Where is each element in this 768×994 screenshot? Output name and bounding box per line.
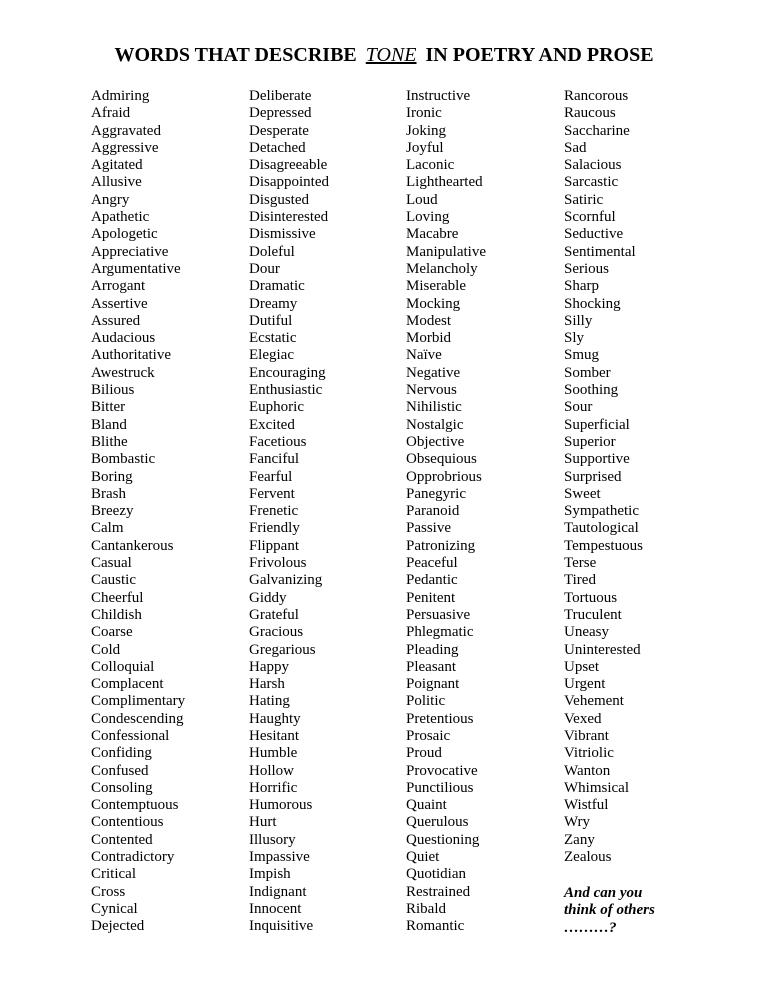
list-item: Melancholy [406,260,478,277]
list-item: Nervous [406,382,457,399]
list-item: Contentious [91,814,164,831]
list-item: Frivolous [249,555,307,572]
list-item: Morbid [406,330,451,347]
list-item: Bland [91,416,127,433]
list-item: Sentimental [564,243,636,260]
list-item: Doleful [249,243,295,260]
list-item: Brash [91,485,126,502]
list-item: Macabre [406,226,459,243]
list-item: Authoritative [91,347,171,364]
list-item: Desperate [249,122,309,139]
list-item: Boring [91,468,133,485]
list-item: Poignant [406,676,460,693]
list-item: Tired [564,572,596,589]
list-item: Ecstatic [249,330,297,347]
list-item: Allusive [91,174,142,191]
list-item: Pleading [406,641,459,658]
list-item: Innocent [249,900,302,917]
list-item: Excited [249,416,295,433]
list-item: Vibrant [564,727,609,744]
list-item: Panegyric [406,485,466,502]
list-item: Bilious [91,382,135,399]
word-column-3 [406,88,486,936]
list-item: Inquisitive [249,918,314,935]
list-item: Gregarious [249,641,316,658]
list-item: Blithe [91,433,128,450]
list-item: Questioning [406,831,480,848]
list-item: Patronizing [406,537,476,554]
word-columns [0,88,768,948]
list-item: Laconic [406,157,455,174]
list-item: Fanciful [249,451,299,468]
list-item: Angry [91,191,130,208]
list-item: Bitter [91,399,126,416]
list-item: Confessional [91,727,170,744]
title-after: IN POETRY AND PROSE [425,44,654,66]
list-item: Wry [564,814,591,831]
list-item: Coarse [91,624,133,641]
list-item: Wistful [564,797,609,814]
list-item: Penitent [406,589,456,606]
list-item: Giddy [249,589,287,606]
list-item: Casual [91,555,132,572]
list-item: Persuasive [406,606,471,623]
list-item: Dutiful [249,312,293,329]
list-item: Encouraging [249,364,326,381]
list-item: Shocking [564,295,621,312]
list-item: Tortuous [564,589,618,606]
list-item: Complacent [91,676,164,693]
list-item: Deliberate [249,88,312,104]
list-item: Detached [249,139,306,156]
list-item: Zany [564,831,595,848]
list-item: Pretentious [406,710,474,727]
list-item: Childish [91,606,142,623]
list-item: Aggravated [91,122,161,139]
list-item: Peaceful [406,555,458,572]
list-item: Vitriolic [564,745,614,762]
list-item: Wanton [564,762,611,779]
list-item: Consoling [91,779,153,796]
list-item: Hesitant [249,727,299,744]
list-item: Confused [91,762,149,779]
list-item: Quotidian [406,866,466,883]
closing-line-1: And can you [564,885,643,901]
list-item: Punctilious [406,779,474,796]
list-item: Apathetic [91,209,150,226]
list-item: Upset [564,658,599,675]
list-item: Disinterested [249,209,329,226]
list-item: Phlegmatic [406,624,474,641]
list-item: Elegiac [249,347,294,364]
list-item: Audacious [91,330,156,347]
list-item: Ribald [406,900,446,917]
list-item: Contented [91,831,153,848]
list-item: Enthusiastic [249,382,323,399]
list-item: Sarcastic [564,174,619,191]
list-item: Assured [91,312,141,329]
list-item: Admiring [91,88,150,104]
list-item: Argumentative [91,260,181,277]
list-item: Mocking [406,295,461,312]
list-item: Vehement [564,693,624,710]
list-item: Salacious [564,157,622,174]
list-item: Silly [564,312,593,329]
list-item: Restrained [406,883,471,900]
list-item: Colloquial [91,658,155,675]
list-item: Awestruck [91,364,155,381]
list-item: Disagreeable [249,157,328,174]
list-item: Ironic [406,105,442,122]
list-item: Dismissive [249,226,316,243]
list-item: Loving [406,209,450,226]
list-item: Dejected [91,918,145,935]
list-item: Contemptuous [91,797,179,814]
list-item: Modest [406,312,451,329]
list-item: Tempestuous [564,537,643,554]
list-item: Fervent [249,485,295,502]
list-item: Cynical [91,900,138,917]
list-item: Rancorous [564,88,629,104]
page-title [0,44,768,67]
list-item: Truculent [564,606,622,623]
list-item: Tautological [564,520,639,537]
list-item: Cheerful [91,589,144,606]
list-item: Smug [564,347,600,364]
list-item: Galvanizing [249,572,323,589]
list-item: Afraid [91,105,131,122]
list-item: Passive [406,520,451,537]
list-item: Naïve [406,347,442,364]
list-item: Satiric [564,191,604,208]
list-item: Saccharine [564,122,630,139]
list-item: Supportive [564,451,630,468]
list-item: Arrogant [91,278,146,295]
list-item: Frenetic [249,503,299,520]
list-item: Sour [564,399,593,416]
closing-line-2: think of others [564,902,655,919]
list-item: Disappointed [249,174,329,191]
list-item: Contradictory [91,849,175,866]
list-item: Indignant [249,883,307,900]
list-item: Hollow [249,762,294,779]
list-item: Happy [249,658,289,675]
list-item: Sly [564,330,585,347]
list-item: Bombastic [91,451,156,468]
list-item: Nihilistic [406,399,462,416]
list-item: Superior [564,433,616,450]
list-item: Dour [249,260,280,277]
word-column-4 [564,88,643,866]
list-item: Dramatic [249,278,305,295]
list-item: Negative [406,364,461,381]
list-item: Quiet [406,849,440,866]
list-item: Surprised [564,468,622,485]
list-item: Querulous [406,814,469,831]
list-item: Sympathetic [564,503,639,520]
list-item: Scornful [564,209,616,226]
list-item: Critical [91,866,136,883]
list-item: Disgusted [249,191,309,208]
list-item: Zealous [564,849,612,866]
list-item: Serious [564,260,609,277]
list-item: Terse [564,555,597,572]
list-item: Assertive [91,295,148,312]
word-column-1 [91,88,185,936]
list-item: Hurt [249,814,277,831]
list-item: Quaint [406,797,447,814]
list-item: Somber [564,364,611,381]
list-item: Horrific [249,779,298,796]
list-item: Pedantic [406,572,458,589]
list-item: Impassive [249,849,310,866]
list-item: Lighthearted [406,174,483,191]
list-item: Cold [91,641,121,658]
list-item: Whimsical [564,779,629,796]
list-item: Joking [406,122,447,139]
list-item: Condescending [91,710,184,727]
list-item: Harsh [249,676,285,693]
list-item: Dreamy [249,295,298,312]
list-item: Cantankerous [91,537,174,554]
list-item: Calm [91,520,124,537]
list-item: Nostalgic [406,416,464,433]
list-item: Manipulative [406,243,486,260]
list-item: Sweet [564,485,601,502]
list-item: Friendly [249,520,300,537]
list-item: Apologetic [91,226,158,243]
list-item: Romantic [406,918,465,935]
list-item: Depressed [249,105,312,122]
list-item: Breezy [91,503,134,520]
list-item: Joyful [406,139,444,156]
list-item: Paranoid [406,503,460,520]
list-item: Loud [406,191,438,208]
list-item: Grateful [249,606,299,623]
list-item: Vexed [564,710,602,727]
list-item: Urgent [564,676,606,693]
list-item: Appreciative [91,243,169,260]
title-emphasis: TONE [365,44,417,66]
list-item: Seductive [564,226,624,243]
list-item: Caustic [91,572,136,589]
list-item: Confiding [91,745,152,762]
list-item: Prosaic [406,727,451,744]
list-item: Uneasy [564,624,609,641]
list-item: Haughty [249,710,301,727]
list-item: Agitated [91,157,143,174]
list-item: Provocative [406,762,478,779]
list-item: Uninterested [564,641,641,658]
list-item: Objective [406,433,465,450]
closing-prompt [564,885,655,937]
list-item: Sad [564,139,587,156]
list-item: Cross [91,883,126,900]
word-column-2 [249,88,329,936]
list-item: Soothing [564,382,619,399]
list-item: Raucous [564,105,616,122]
list-item: Politic [406,693,446,710]
list-item: Fearful [249,468,293,485]
list-item: Obsequious [406,451,477,468]
list-item: Humble [249,745,298,762]
title-before: WORDS THAT DESCRIBE [114,44,357,66]
list-item: Facetious [249,433,307,450]
list-item: Hating [249,693,290,710]
list-item: Illusory [249,831,296,848]
closing-line-3: ………? [564,919,617,936]
list-item: Impish [249,866,291,883]
list-item: Gracious [249,624,304,641]
list-item: Instructive [406,88,471,104]
list-item: Superficial [564,416,630,433]
list-item: Complimentary [91,693,186,710]
list-item: Flippant [249,537,300,554]
list-item: Aggressive [91,139,159,156]
list-item: Humorous [249,797,313,814]
list-item: Euphoric [249,399,304,416]
list-item: Miserable [406,278,466,295]
list-item: Proud [406,745,442,762]
list-item: Pleasant [406,658,456,675]
list-item: Opprobrious [406,468,482,485]
list-item: Sharp [564,278,599,295]
